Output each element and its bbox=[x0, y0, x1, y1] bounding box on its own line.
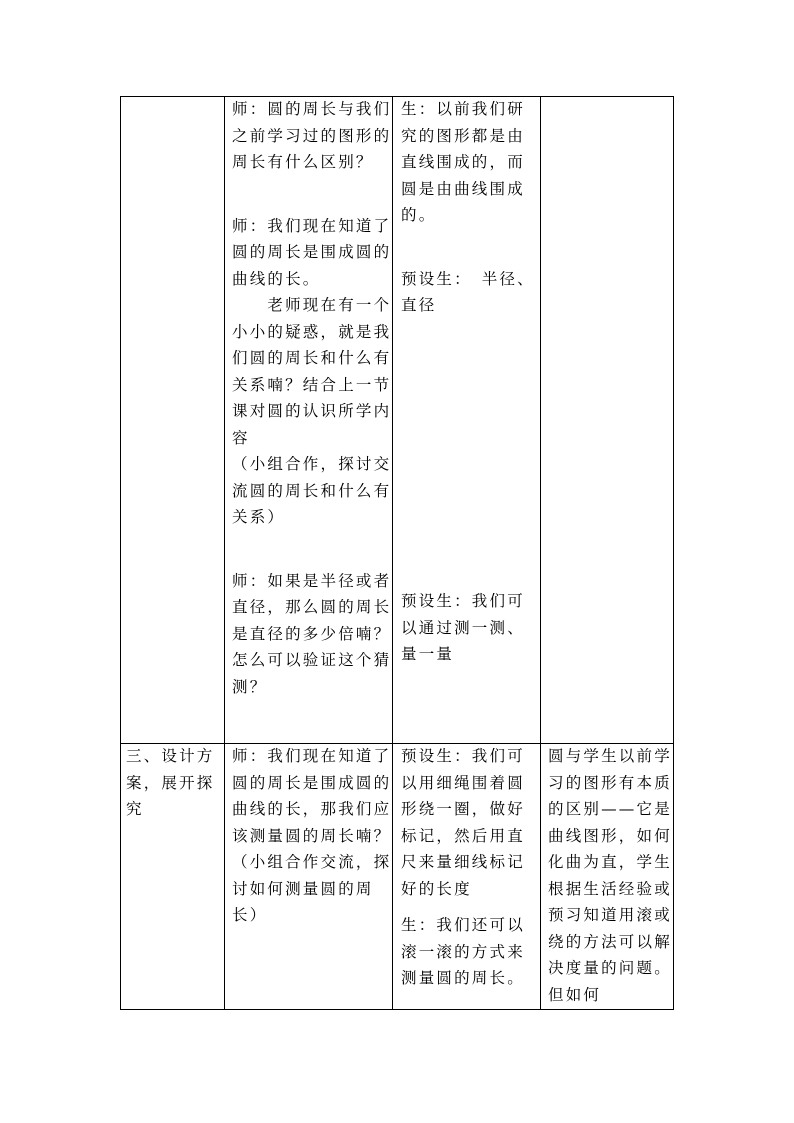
teacher-text: 师：如果是半径或者直径，那么圆的周长是直径的多少倍喃？怎么可以验证这个猜测？ bbox=[232, 571, 392, 696]
lesson-table bbox=[120, 96, 674, 1010]
stage-text: 三、设计方案，展开探究 bbox=[126, 747, 215, 818]
student-text: 预设生： 半径、直径 bbox=[401, 269, 535, 314]
row2-intent-cell bbox=[548, 743, 673, 1009]
row2-student-cell bbox=[401, 743, 539, 992]
row2-stage-cell bbox=[126, 743, 220, 823]
column-divider-1 bbox=[224, 96, 225, 1010]
student-text: 生：以前我们研究的图形都是由直线围成的，而圆是由曲线围成的。 bbox=[401, 100, 525, 224]
teacher-text: （小组合作，探讨交流圆的周长和什么有关系） bbox=[232, 455, 392, 526]
column-divider-3 bbox=[540, 96, 541, 1010]
column-divider-2 bbox=[392, 96, 393, 1010]
table-border-left bbox=[120, 96, 121, 1010]
teacher-text: 师：我们现在知道了圆的周长是围成圆的曲线的长，那我们应该测量圆的周长喃？ bbox=[232, 747, 392, 845]
row2-teacher-cell bbox=[232, 743, 392, 929]
teacher-text: 老师现在有一个小小的疑惑，就是我们圆的周长和什么有关系喃？结合上一节课对圆的认识所学内容 bbox=[232, 296, 392, 447]
table-border-right bbox=[673, 96, 674, 1010]
student-text: 生：我们还可以滚一滚的方式来测量圆的周长。 bbox=[401, 916, 525, 987]
row1-student-cell bbox=[401, 96, 539, 663]
intent-text: 圆与学生以前学习的图形有本质的区别——它是曲线图形，如何化曲为直，学生根据生活经验或预习知道用滚或绕的方法可以解决度量的问题。但如何 bbox=[548, 747, 672, 1004]
table-border-top bbox=[120, 96, 674, 97]
teacher-text: 师：我们现在知道了圆的周长是围成圆的曲线的长。 bbox=[232, 216, 392, 288]
teacher-text: （小组合作交流，探讨如何测量圆的周长） bbox=[232, 853, 392, 924]
table-border-bottom bbox=[120, 1009, 674, 1010]
row1-teacher-cell bbox=[232, 96, 392, 700]
student-text: 预设生：我们可以用细绳围着圆形绕一圈，做好标记，然后用直尺来量细线标记好的长度 bbox=[401, 747, 525, 898]
student-text: 预设生：我们可以通过测一测、量一量 bbox=[401, 592, 525, 663]
teacher-text: 师：圆的周长与我们之前学习过的图形的周长有什么区别？ bbox=[232, 100, 392, 171]
